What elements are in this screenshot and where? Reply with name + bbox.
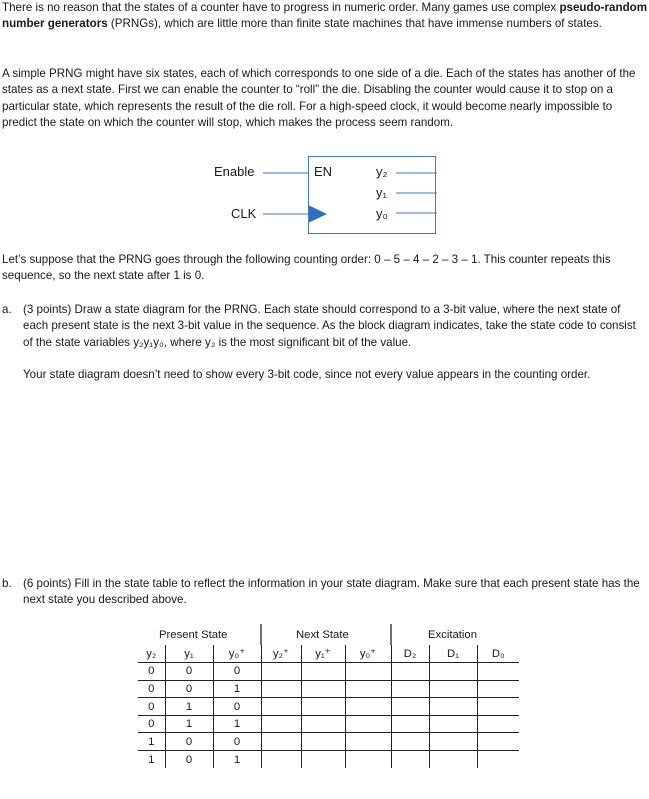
table-row <box>138 663 519 681</box>
enable-label: Enable <box>214 164 255 179</box>
cell: 1 <box>213 751 261 769</box>
empty-cell[interactable] <box>391 733 429 751</box>
empty-cell[interactable] <box>429 733 477 751</box>
intro-paragraph <box>2 0 648 33</box>
empty-cell[interactable] <box>477 733 519 751</box>
excitation-heading: Excitation <box>428 629 477 641</box>
col-y1: y₁ <box>165 645 213 663</box>
table-row <box>138 698 519 716</box>
empty-cell[interactable] <box>391 663 429 681</box>
part-b-text: (6 points) Fill in the state table to reflect the information in your state diagram. Make sure that each present state has the next state you described above. <box>23 577 640 607</box>
empty-cell[interactable] <box>391 751 429 769</box>
cell: 0 <box>165 733 213 751</box>
empty-cell[interactable] <box>429 715 477 733</box>
cell: 0 <box>213 663 261 681</box>
part-a <box>2 302 648 384</box>
empty-cell[interactable] <box>345 715 391 733</box>
cell: 0 <box>213 733 261 751</box>
intro-text-end: (PRNGs), which are little more than finite state machines that have immense numbers of states. <box>107 17 602 31</box>
empty-cell[interactable] <box>345 751 391 769</box>
empty-cell[interactable] <box>345 698 391 716</box>
empty-cell[interactable] <box>477 680 519 698</box>
part-b-tag: b. <box>2 577 12 590</box>
cell: 0 <box>165 663 213 681</box>
cell: 0 <box>213 698 261 716</box>
part-b <box>2 576 648 609</box>
col-y2: y₂ <box>138 645 165 663</box>
intro-bold-term: pseudo-random number generators <box>2 1 648 31</box>
clk-label: CLK <box>231 206 257 221</box>
table-header-row <box>138 645 519 663</box>
empty-cell[interactable] <box>261 680 301 698</box>
empty-cell[interactable] <box>345 663 391 681</box>
col-y0: y₀⁺ <box>213 645 261 663</box>
col-y0-next: y₀⁺ <box>345 645 391 663</box>
y0-label: y₀ <box>376 206 388 221</box>
table-row <box>138 733 519 751</box>
cell: 0 <box>165 680 213 698</box>
empty-cell[interactable] <box>391 680 429 698</box>
cell: 1 <box>213 680 261 698</box>
cell: 1 <box>138 733 165 751</box>
empty-cell[interactable] <box>301 698 345 716</box>
empty-cell[interactable] <box>391 698 429 716</box>
counting-order-paragraph: Let’s suppose that the PRNG goes through the following counting order: 0 – 5 – 4 – 2 – 3 – 1. This counter repeats this sequence, so the next state after 1 is 0. <box>2 253 611 283</box>
empty-cell[interactable] <box>301 680 345 698</box>
cell: 1 <box>165 698 213 716</box>
empty-cell[interactable] <box>429 663 477 681</box>
empty-cell[interactable] <box>301 733 345 751</box>
cell: 1 <box>213 715 261 733</box>
empty-cell[interactable] <box>429 751 477 769</box>
cell: 0 <box>138 663 165 681</box>
present-state-heading: Present State <box>159 629 228 641</box>
y1-label: y₁ <box>376 185 387 200</box>
empty-cell[interactable] <box>261 698 301 716</box>
empty-cell[interactable] <box>477 663 519 681</box>
empty-cell[interactable] <box>429 698 477 716</box>
empty-cell[interactable] <box>391 715 429 733</box>
col-d1: D₁ <box>429 645 477 663</box>
table-row <box>138 751 519 769</box>
col-y2-next: y₂⁺ <box>261 645 301 663</box>
empty-cell[interactable] <box>477 698 519 716</box>
col-y1-next: y₁⁺ <box>301 645 345 663</box>
empty-cell[interactable] <box>345 680 391 698</box>
y2-label: y₂ <box>376 164 388 179</box>
empty-cell[interactable] <box>261 715 301 733</box>
empty-cell[interactable] <box>429 680 477 698</box>
empty-cell[interactable] <box>301 751 345 769</box>
cell: 1 <box>165 715 213 733</box>
empty-cell[interactable] <box>301 715 345 733</box>
table-row <box>138 680 519 698</box>
col-d0: D₀ <box>477 645 519 663</box>
empty-cell[interactable] <box>345 733 391 751</box>
cell: 0 <box>165 751 213 769</box>
col-d2: D₂ <box>391 645 429 663</box>
cell: 0 <box>138 680 165 698</box>
state-table <box>138 645 519 768</box>
empty-cell[interactable] <box>301 663 345 681</box>
empty-cell[interactable] <box>477 715 519 733</box>
next-state-heading: Next State <box>296 629 349 641</box>
cell: 1 <box>138 751 165 769</box>
en-label: EN <box>314 164 333 179</box>
part-a-text: (3 points) Draw a state diagram for the PRNG. Each state should correspond to a 3-bit value, where the next state of each present state is the next 3-bit value in the sequence. As the block diagram indicates, take the state code to consist of the state variables y₂y₁y₀, where y₂ is the most significant bit of the value. <box>23 303 636 349</box>
cell: 0 <box>138 698 165 716</box>
part-a-tag: a. <box>2 303 12 316</box>
empty-cell[interactable] <box>261 751 301 769</box>
cell: 0 <box>138 715 165 733</box>
table-row <box>138 715 519 733</box>
part-a-note: Your state diagram doesn’t need to show every 3-bit code, since not every value appears in the counting order. <box>23 368 591 382</box>
empty-cell[interactable] <box>477 751 519 769</box>
intro-text: There is no reason that the states of a counter have to progress in numeric order. Many games use complex <box>2 1 560 14</box>
empty-cell[interactable] <box>261 663 301 681</box>
prng-paragraph: A simple PRNG might have six states, each of which corresponds to one side of a die. Each of the states has another of the states as a next state. First we can enable the counter to “roll” the die. Disabling the counter would cause it to stop on a particular state, which represents the result of the die roll. For a high-speed clock, it would become nearly impossible to predict the state on which the counter will stop, which makes the process seem random. <box>2 67 636 130</box>
empty-cell[interactable] <box>261 733 301 751</box>
